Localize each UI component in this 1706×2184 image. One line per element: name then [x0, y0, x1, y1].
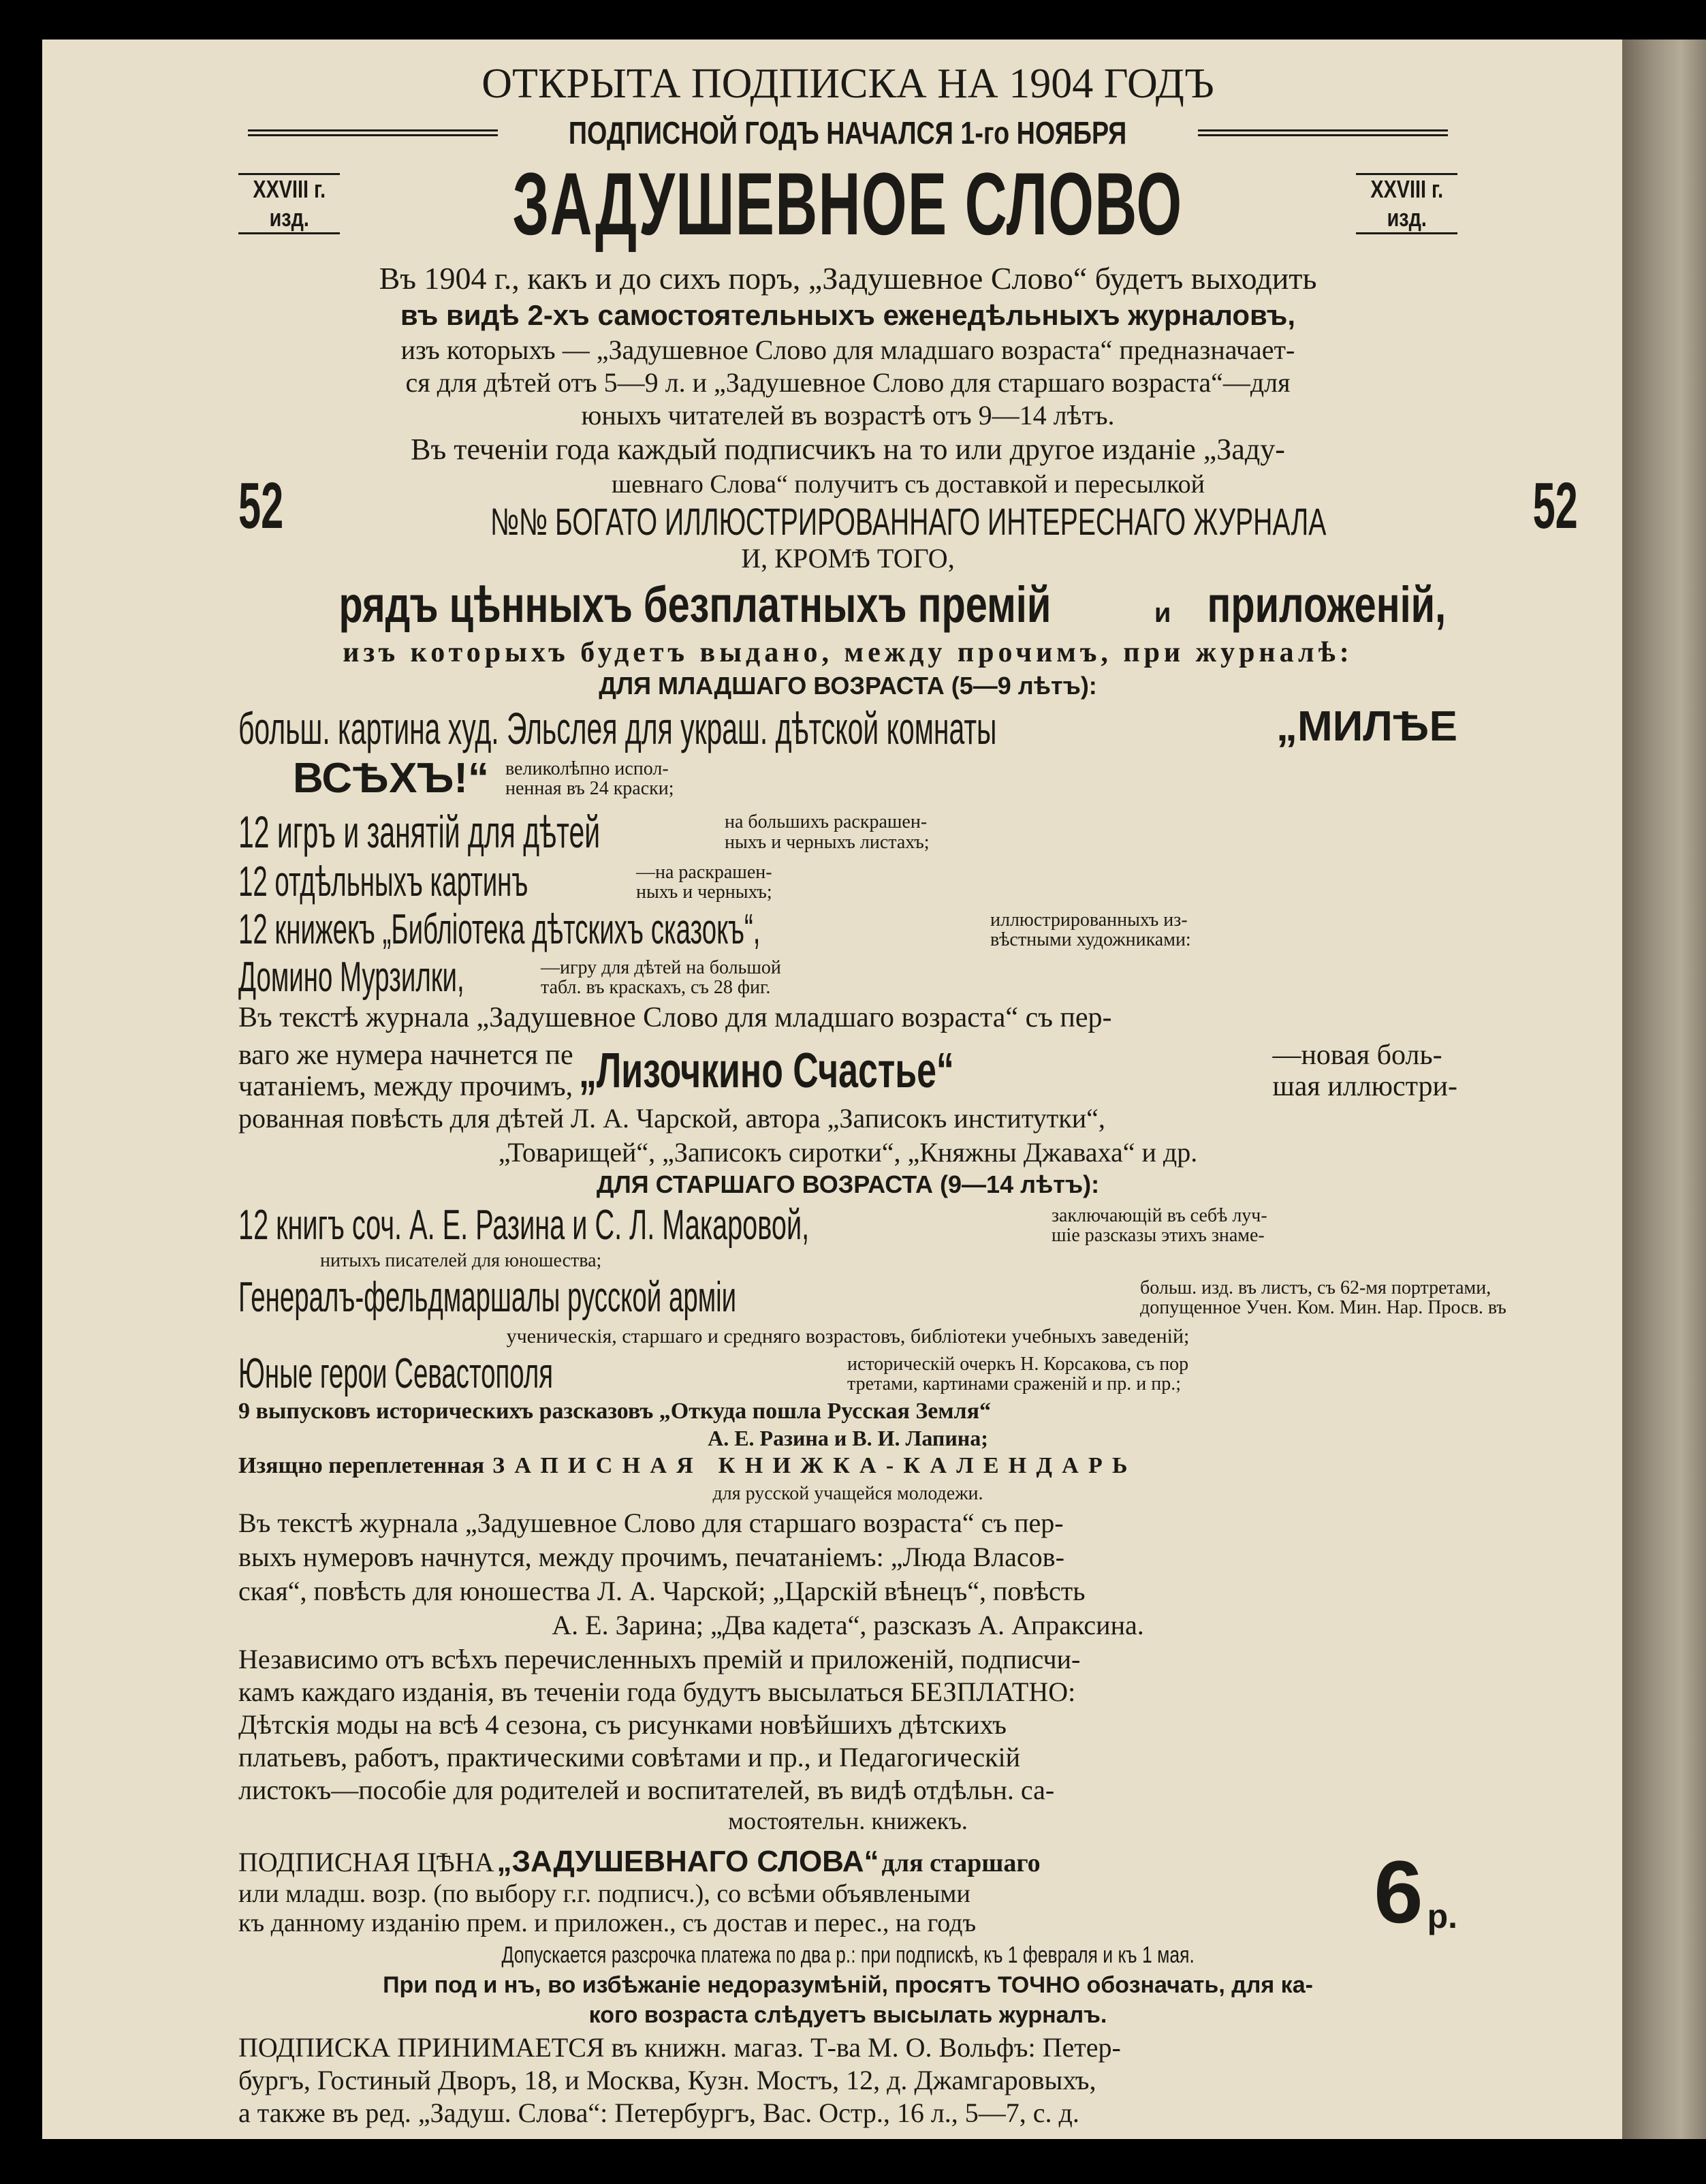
junior-text-2a: ваго же нумера начнется пе	[238, 1039, 573, 1071]
advertisement-page	[238, 61, 1578, 2131]
senior-item-sevastopol	[238, 1352, 1457, 1399]
senior-books-title: 12 книгъ соч. А. Е. Разина и С. Л. Макаровой,	[238, 1202, 810, 1249]
junior-item-domino	[238, 955, 1457, 1003]
price-line-3: къ данному изданію прем. и приложен., съ достав и перес., на годъ	[238, 1909, 977, 1938]
intro-line-4: ся для дѣтей отъ 5—9 л. и „Задушевное Слово для старшаго возраста“—для	[405, 367, 1291, 398]
magazine-title: ЗАДУШЕВНОЕ СЛОВО	[512, 154, 1184, 253]
notebook-title: ЗАПИСНАЯ КНИЖКА-КАЛЕНДАРЬ	[492, 1453, 1137, 1478]
books-note-1: иллюстрированныхъ из-	[990, 909, 1188, 931]
intro-line-3: изъ которыхъ — „Задушевное Слово для младшаго возраста“ предназначает-	[400, 334, 1295, 365]
price-label: ПОДПИСНАЯ ЦѢНА	[238, 1847, 494, 1878]
junior-text-3b: шая иллюстри-	[1272, 1071, 1457, 1102]
junior-item-pictures	[238, 860, 1457, 907]
books-note-2: вѣстными художниками:	[990, 929, 1191, 951]
games-note-2: ныхъ и черныхъ листахъ;	[725, 831, 930, 853]
edition-right: XXVIII г. изд.	[1370, 175, 1443, 232]
pictures-note-2: ныхъ и черныхъ;	[636, 882, 772, 903]
intro-line-5: юныхъ читателей въ возрастѣ отъ 9—14 лѣтъ.	[581, 400, 1115, 431]
junior-text-3a: чатаніемъ, между прочимъ,	[238, 1071, 573, 1102]
price-age: для старшаго	[881, 1849, 1041, 1878]
journal-line: №№ БОГАТО ИЛЛЮСТРИРОВАННАГО ИНТЕРЕСНАГО ЖУРНАЛА	[490, 499, 1327, 543]
picture-desc: больш. картина худ. Эльслея для украш. дѣтской комнаты	[238, 703, 997, 753]
installment-note: Допускается разсрочка платежа по два р.: при подпискѣ, къ 1 февраля и къ 1 мая.	[501, 1942, 1195, 1968]
price-magazine: „ЗАДУШЕВНАГО СЛОВА“	[496, 1845, 879, 1879]
junior-heading: ДЛЯ МЛАДШАГО ВОЗРАСТА (5—9 лѣтъ):	[599, 672, 1097, 700]
senior-text-3: ская“, повѣсть для юношества Л. А. Чарской; „Царскій вѣнецъ“, повѣсть	[238, 1576, 1086, 1606]
senior-text-2: выхъ нумеровъ начнутся, между прочимъ, печатаніемъ: „Люда Власов-	[238, 1542, 1064, 1572]
sevastopol-title: Юные герои Севастополя	[238, 1350, 554, 1397]
extras-line-2: камъ каждаго изданія, въ теченіи года будутъ высылаться БЕЗПЛАТНО:	[238, 1676, 1076, 1707]
address-line-2: бургъ, Гостиный Дворъ, 18, и Москва, Кузн. Мостъ, 12, д. Джамгаровыхъ,	[238, 2065, 1096, 2095]
senior-books-note-3: нитыхъ писателей для юношества;	[320, 1250, 602, 1271]
senior-text-4: А. Е. Зарина; „Два кадета“, разсказъ А. Апраксина.	[552, 1610, 1144, 1640]
subscription-open-heading: ОТКРЫТА ПОДПИСКА НА 1904 ГОДЪ	[481, 61, 1214, 107]
premiums-text-a: рядъ цѣнныхъ безплатныхъ премій	[338, 576, 1052, 633]
sevastopol-note-2: третами, картинами сраженій и пр. и пр.;	[847, 1373, 1182, 1395]
junior-text-5: „Товарищей“, „Записокъ сиротки“, „Княжны Джаваха“ и др.	[498, 1137, 1198, 1168]
domino-note-2: табл. въ краскахъ, съ 28 фиг.	[541, 977, 771, 999]
edition-left: XXVIII г. изд.	[253, 175, 326, 232]
price-unit: р.	[1427, 1897, 1457, 1935]
premiums-heading	[238, 578, 1457, 638]
price-block	[238, 1841, 1457, 1943]
picture-title-b: ВСѢХЪ!“	[293, 755, 489, 802]
book-spine-edge	[1622, 40, 1706, 2139]
senior-heading: ДЛЯ СТАРШАГО ВОЗРАСТА (9—14 лѣтъ):	[596, 1170, 1100, 1198]
sevastopol-note-1: историческій очеркъ Н. Корсакова, съ пор	[847, 1354, 1189, 1375]
premiums-text-b: приложеній,	[1207, 576, 1447, 633]
journal-count-row	[238, 469, 1578, 544]
extras-line-1: Независимо отъ всѣхъ перечисленныхъ премій и приложеній, подписчи-	[238, 1644, 1081, 1674]
masthead	[238, 153, 1457, 255]
notebook-note: для русской учащейся молодежи.	[712, 1483, 983, 1504]
pictures-title: 12 отдѣльныхъ картинъ	[238, 858, 528, 905]
price-amount	[1355, 1842, 1457, 1941]
games-title: 12 игръ и занятій для дѣтей	[238, 807, 601, 857]
junior-text-4: рованная повѣсть для дѣтей Л. А. Чарской, автора „Записокъ институтки“,	[238, 1103, 1105, 1134]
senior-books-note-1: заключающій въ себѣ луч-	[1052, 1205, 1267, 1227]
field-marshals-note-3: ученическія, старшаго и средняго возрастовъ, библіотеки учебныхъ заведеній;	[506, 1325, 1190, 1347]
picture-title-a: „МИЛѢЕ	[1276, 703, 1457, 750]
senior-text-1: Въ текстѣ журнала „Задушевное Слово для старшаго возраста“ съ пер-	[238, 1508, 1064, 1538]
subscription-year-text: ПОДПИСНОЙ ГОДЪ НАЧАЛСЯ 1-го НОЯБРЯ	[569, 115, 1127, 151]
senior-notebook	[238, 1454, 1457, 1484]
notebook-prefix: Изящно переплетенная	[238, 1453, 485, 1478]
story-title: „Лизочкино Счастье“	[578, 1044, 954, 1098]
domino-note-1: —игру для дѣтей на большой	[541, 957, 781, 979]
senior-books-note-2: шіе разсказы этихъ знаме-	[1052, 1225, 1265, 1247]
count-52-right: 52	[1532, 469, 1578, 542]
address-line-3: а также въ ред. „Задуш. Слова“: Петербургъ, Вас. Остр., 16 л., 5—7, с. д.	[238, 2097, 1079, 2128]
order-note-1: При под и нъ, во избѣжаніе недоразумѣній, просятъ ТОЧНО обозначать, для ка-	[383, 1972, 1313, 1998]
field-marshals-title: Генералъ-фельдмаршалы русской арміи	[238, 1274, 737, 1321]
price-line-2: или младш. возр. (по выбору г.г. подписч.), со всѣми объявлеными	[238, 1879, 970, 1908]
extras-line-3: Дѣтскія моды на всѣ 4 сезона, съ рисунками новѣйшихъ дѣтскихъ	[238, 1709, 1007, 1740]
junior-item-games	[238, 808, 1457, 860]
senior-stories-2: А. Е. Разина и В. И. Лапина;	[708, 1426, 988, 1450]
subscription-year-banner	[238, 113, 1457, 153]
junior-text-2b: —новая боль-	[1272, 1039, 1442, 1071]
senior-item-field-marshals	[238, 1274, 1506, 1326]
besides-line: И, КРОМѢ ТОГО,	[741, 543, 955, 574]
extras-line-6: мостоятельн. книжекъ.	[728, 1807, 968, 1835]
premiums-intro: изъ которыхъ будетъ выдано, между прочимъ, при журналѣ:	[343, 637, 1353, 668]
intro-line-2: въ видѣ 2-хъ самостоятельныхъ еженедѣльныхъ журналовъ,	[400, 299, 1296, 331]
count-52-left: 52	[238, 469, 284, 542]
books-title: 12 книжекъ „Библіотека дѣтскихъ сказокъ“,	[238, 906, 761, 953]
rule-right	[1198, 129, 1448, 136]
address-line-1: ПОДПИСКА ПРИНИМАЕТСЯ въ книжн. магаз. Т-ва М. О. Вольфъ: Петер-	[238, 2032, 1121, 2063]
senior-item-books	[238, 1203, 1457, 1251]
junior-item-picture-2	[238, 756, 1457, 808]
games-note-1: на большихъ раскрашен-	[725, 811, 928, 833]
order-note-2: кого возраста слѣдуетъ высылать журналъ.	[588, 2002, 1107, 2028]
intro-line-7: шевнаго Слова“ получитъ съ доставкой и пересылкой	[612, 469, 1205, 499]
junior-item-picture	[238, 704, 1457, 756]
senior-stories-1: 9 выпусковъ историческихъ разсказовъ „Откуда пошла Русская Земля“	[238, 1399, 991, 1424]
picture-note-1: великолѣпно испол-	[505, 758, 669, 780]
junior-item-books	[238, 907, 1457, 955]
domino-title: Домино Мурзилки,	[238, 954, 464, 1001]
junior-text-1: Въ текстѣ журнала „Задушевное Слово для младшаго возраста“ съ пер-	[238, 1002, 1112, 1033]
picture-note-2: ненная въ 24 краски;	[505, 778, 674, 800]
extras-line-4: платьевъ, работъ, практическими совѣтами и пр., и Педагогическій	[238, 1742, 1021, 1773]
intro-line-1: Въ 1904 г., какъ и до сихъ поръ, „Задушевное Слово“ будетъ выходить	[379, 261, 1317, 296]
premiums-and: и	[1154, 598, 1171, 628]
field-marshals-note-2: допущенное Учен. Ком. Мин. Нар. Просв. въ	[1140, 1297, 1506, 1319]
intro-line-6: Въ теченіи года каждый подписчикъ на то или другое изданіе „Заду-	[411, 433, 1285, 466]
price-value: 6	[1374, 1842, 1423, 1941]
field-marshals-note-1: больш. изд. въ листъ, съ 62-мя портретами,	[1140, 1277, 1491, 1299]
junior-story-row	[238, 1038, 1457, 1104]
pictures-note-1: —на раскрашен-	[636, 862, 772, 884]
rule-left	[248, 129, 498, 136]
extras-line-5: листокъ—пособіе для родителей и воспитателей, въ видѣ отдѣльн. са-	[238, 1775, 1055, 1805]
